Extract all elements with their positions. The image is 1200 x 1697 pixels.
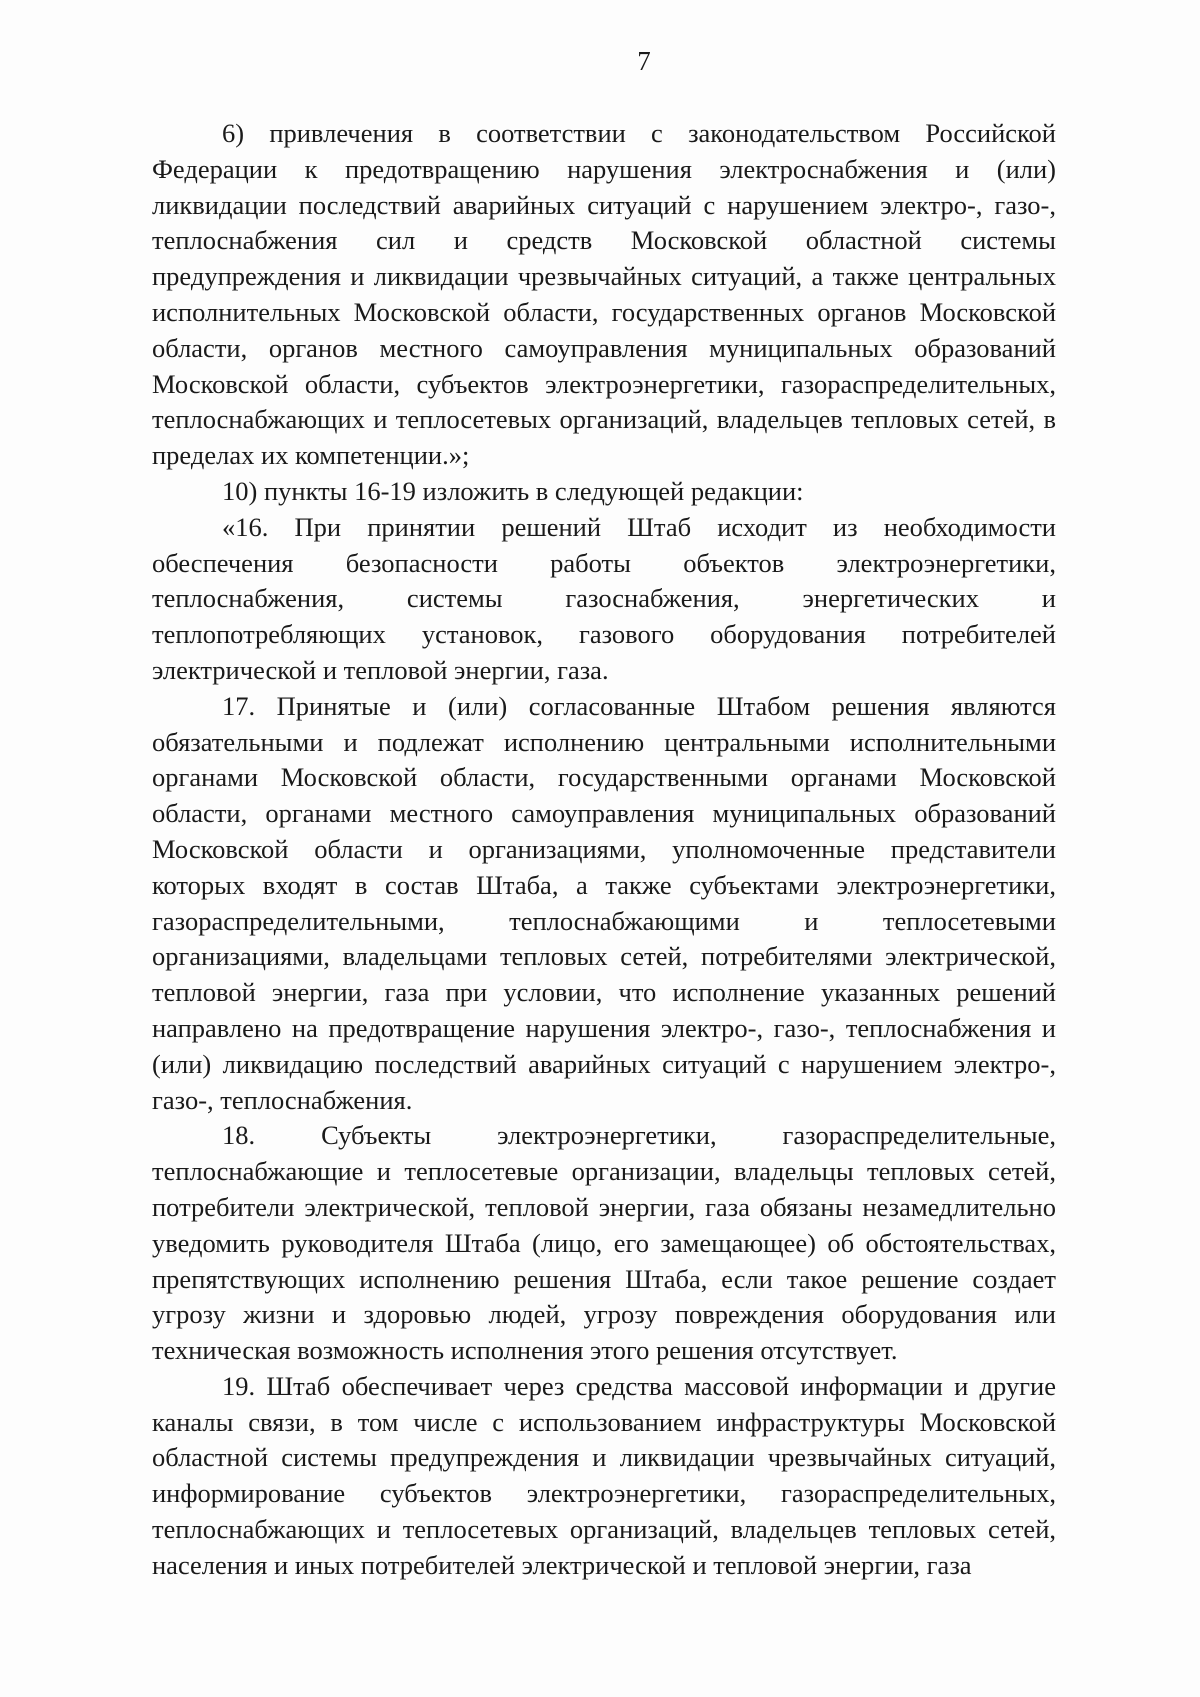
paragraph-item-6: 6) привлечения в соответствии с законодательством Российской Федерации к предотвращению нарушения электроснабжения и (или) ликвидации последствий аварийных ситуаций с нарушением электро-, газо-, теплоснабжения сил и средств Московской областной системы предупреждения и ликвидации чрезвычайных ситуаций, а также центральных исполнительных Московской области, государственных органов Московской области, органов местного самоуправления муниципальных образований Московской области, субъектов электроэнергетики, газораспределительных, теплоснабжающих и теплосетевых организаций, владельцев тепловых сетей, в пределах их компетенции.»; bbox=[152, 118, 1056, 471]
paragraph-19: 19. Штаб обеспечивает через средства массовой информации и другие каналы связи, в том числе с использованием инфраструктуры Московской областной системы предупреждения и ликвидации чрезвычайных ситуаций, информирование субъектов электроэнергетики, газораспределительных, теплоснабжающих и теплосетевых организаций, владельцев тепловых сетей, населения и иных потребителей электрической и тепловой энергии, газа bbox=[152, 1370, 1056, 1580]
paragraph-item-10: 10) пункты 16-19 изложить в следующей редакции: bbox=[222, 475, 804, 506]
page-number: 7 bbox=[637, 46, 651, 76]
paragraph-18: 18. Субъекты электроэнергетики, газораспределительные, теплоснабжающие и теплосетевые организации, владельцы тепловых сетей, потребители электрической, тепловой энергии, газа обязаны незамедлительно уведомить руководителя Штаба (лицо, его замещающее) об обстоятельствах, препятствующих исполнению решения Штаба, если такое решение создает угрозу жизни и здоровью людей, угрозу повреждения оборудования или техническая возможность исполнения этого решения отсутствует. bbox=[152, 1120, 1056, 1366]
paragraph-17: 17. Принятые и (или) согласованные Штабом решения являются обязательными и подлежат исполнению центральными исполнительными органами Московской области, государственными органами Московской области, органами местного самоуправления муниципальных образований Московской области и организациями, уполномоченные представители которых входят в состав Штаба, а также субъектами электроэнергетики, газораспределительными, теплоснабжающими и теплосетевыми организациями, владельцами тепловых сетей, потребителями электрической, тепловой энергии, газа при условии, что исполнение указанных решений направлено на предотвращение нарушения электро-, газо-, теплоснабжения и (или) ликвидацию последствий аварийных ситуаций с нарушением электро-, газо-, теплоснабжения. bbox=[152, 690, 1056, 1115]
document-body bbox=[152, 116, 1056, 1584]
paragraph-16: «16. При принятии решений Штаб исходит из необходимости обеспечения безопасности работы объектов электроэнергетики, теплоснабжения, системы газоснабжения, энергетических и теплопотребляющих установок, газового оборудования потребителей электрической и тепловой энергии, газа. bbox=[152, 511, 1056, 685]
